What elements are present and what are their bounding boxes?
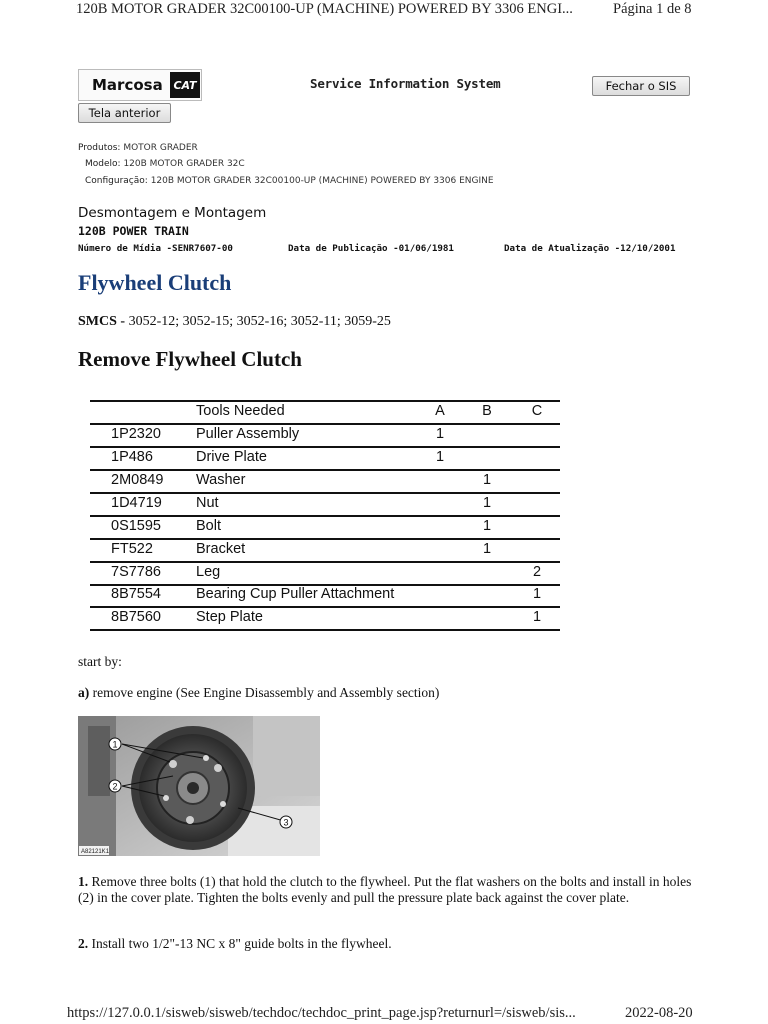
table-rule-bottom [90,629,560,631]
qty-b: 1 [482,541,492,557]
qty-b: 1 [482,472,492,488]
print-footer-url: https://127.0.0.1/sisweb/sisweb/techdoc/techdoc_print_page.jsp?returnurl=/sisweb/sis... [67,1005,576,1021]
dealer-name: Marcosa [92,76,163,94]
step-2-number: 2. [78,936,89,951]
meta-products-label: Produtos: [78,143,121,153]
meta-model-value: 120B MOTOR GRADER 32C [123,159,245,169]
qty-c: 2 [532,564,542,580]
step-1-number: 1. [78,874,89,889]
step-a-label: a) [78,685,90,700]
table-row [90,495,560,517]
table-rule-top [90,400,560,402]
part-name: Bearing Cup Puller Attachment [196,586,395,602]
part-name: Drive Plate [196,449,267,465]
header-a: A [435,403,445,419]
table-rule [90,538,560,540]
publication-date: Data de Publicação -01/06/1981 [288,243,454,254]
flywheel-clutch-photo [78,716,320,856]
table-header-row [90,403,560,425]
procedure-title: Remove Flywheel Clutch [78,347,302,371]
part-name: Nut [196,495,219,511]
smcs-label: SMCS - [78,314,126,329]
part-number: FT522 [111,541,153,557]
meta-products-value: MOTOR GRADER [123,143,198,153]
table-rule [90,469,560,471]
qty-c: 1 [532,609,542,625]
print-footer-date: 2022-08-20 [625,1005,693,1021]
print-header-title: 120B MOTOR GRADER 32C00100-UP (MACHINE) POWERED BY 3306 ENGI... [76,1,573,17]
part-name: Washer [196,472,246,488]
part-name: Leg [196,564,221,580]
part-number: 2M0849 [111,472,164,488]
meta-configuration [85,176,494,186]
header-c: C [531,403,543,419]
smcs-codes: 3052-12; 3052-15; 3052-16; 3052-11; 3059-25 [128,314,391,329]
step-a [78,685,439,701]
header-b: B [482,403,492,419]
part-name: Puller Assembly [196,426,300,442]
meta-products [78,143,198,153]
table-rule [90,446,560,448]
callout-1-label: 1 [112,739,118,750]
table-rule [90,606,560,608]
step-2-text: Install two 1/2"-13 NC x 8" guide bolts in the flywheel. [91,936,392,951]
table-rule [90,561,560,563]
table-row [90,518,560,540]
close-sis-button[interactable]: Fechar o SIS [592,76,690,96]
step-2 [78,936,392,952]
meta-configuration-value: 120B MOTOR GRADER 32C00100-UP (MACHINE) POWERED BY 3306 ENGINE [150,176,494,186]
meta-configuration-label: Configuração: [85,176,148,186]
subsection-title: 120B POWER TRAIN [78,224,189,238]
part-number: 7S7786 [111,564,161,580]
smcs-line [78,314,391,330]
callout-2-label: 2 [112,781,118,792]
table-row [90,426,560,448]
table-row [90,541,560,563]
table-row [90,609,560,631]
qty-c: 1 [532,586,542,602]
part-number: 1P486 [111,449,153,465]
media-number: Número de Mídia -SENR7607-00 [78,243,233,254]
update-date: Data de Atualização -12/10/2001 [504,243,676,254]
table-rule [90,515,560,517]
step-a-text: remove engine (See Engine Disassembly and Assembly section) [92,685,440,700]
table-row [90,586,560,608]
part-number: 0S1595 [111,518,161,534]
table-row [90,472,560,494]
page-title: Flywheel Clutch [78,270,232,295]
qty-a: 1 [435,449,445,465]
section-title: Desmontagem e Montagem [78,205,267,221]
part-number: 8B7560 [111,609,161,625]
print-header-page: Página 1 de 8 [613,1,692,17]
table-row [90,564,560,586]
callout-3-label: 3 [283,817,289,828]
sis-title: Service Information System [310,76,501,91]
part-name: Step Plate [196,609,263,625]
table-row [90,449,560,471]
step-1 [78,874,698,906]
meta-model [85,159,245,169]
step-1-text: Remove three bolts (1) that hold the clutch to the flywheel. Put the flat washers on the bolts and install in holes (2) in the cover plate. Tighten the bolts evenly and pull the pressure plate back against the cover plate. [78,874,692,905]
part-number: 8B7554 [111,586,161,602]
table-rule [90,492,560,494]
previous-screen-button[interactable]: Tela anterior [78,103,171,123]
table-rule-header [90,423,560,425]
qty-a: 1 [435,426,445,442]
part-number: 1D4719 [111,495,162,511]
part-name: Bracket [196,541,246,557]
cat-logo-icon: CAT [170,72,200,98]
qty-b: 1 [482,518,492,534]
qty-b: 1 [482,495,492,511]
part-number: 1P2320 [111,426,161,442]
figure-id: A82121K1 [81,849,110,855]
part-name: Bolt [196,518,221,534]
meta-model-label: Modelo: [85,159,121,169]
header-tools-needed: Tools Needed [196,403,285,419]
start-by-label: start by: [78,654,122,669]
